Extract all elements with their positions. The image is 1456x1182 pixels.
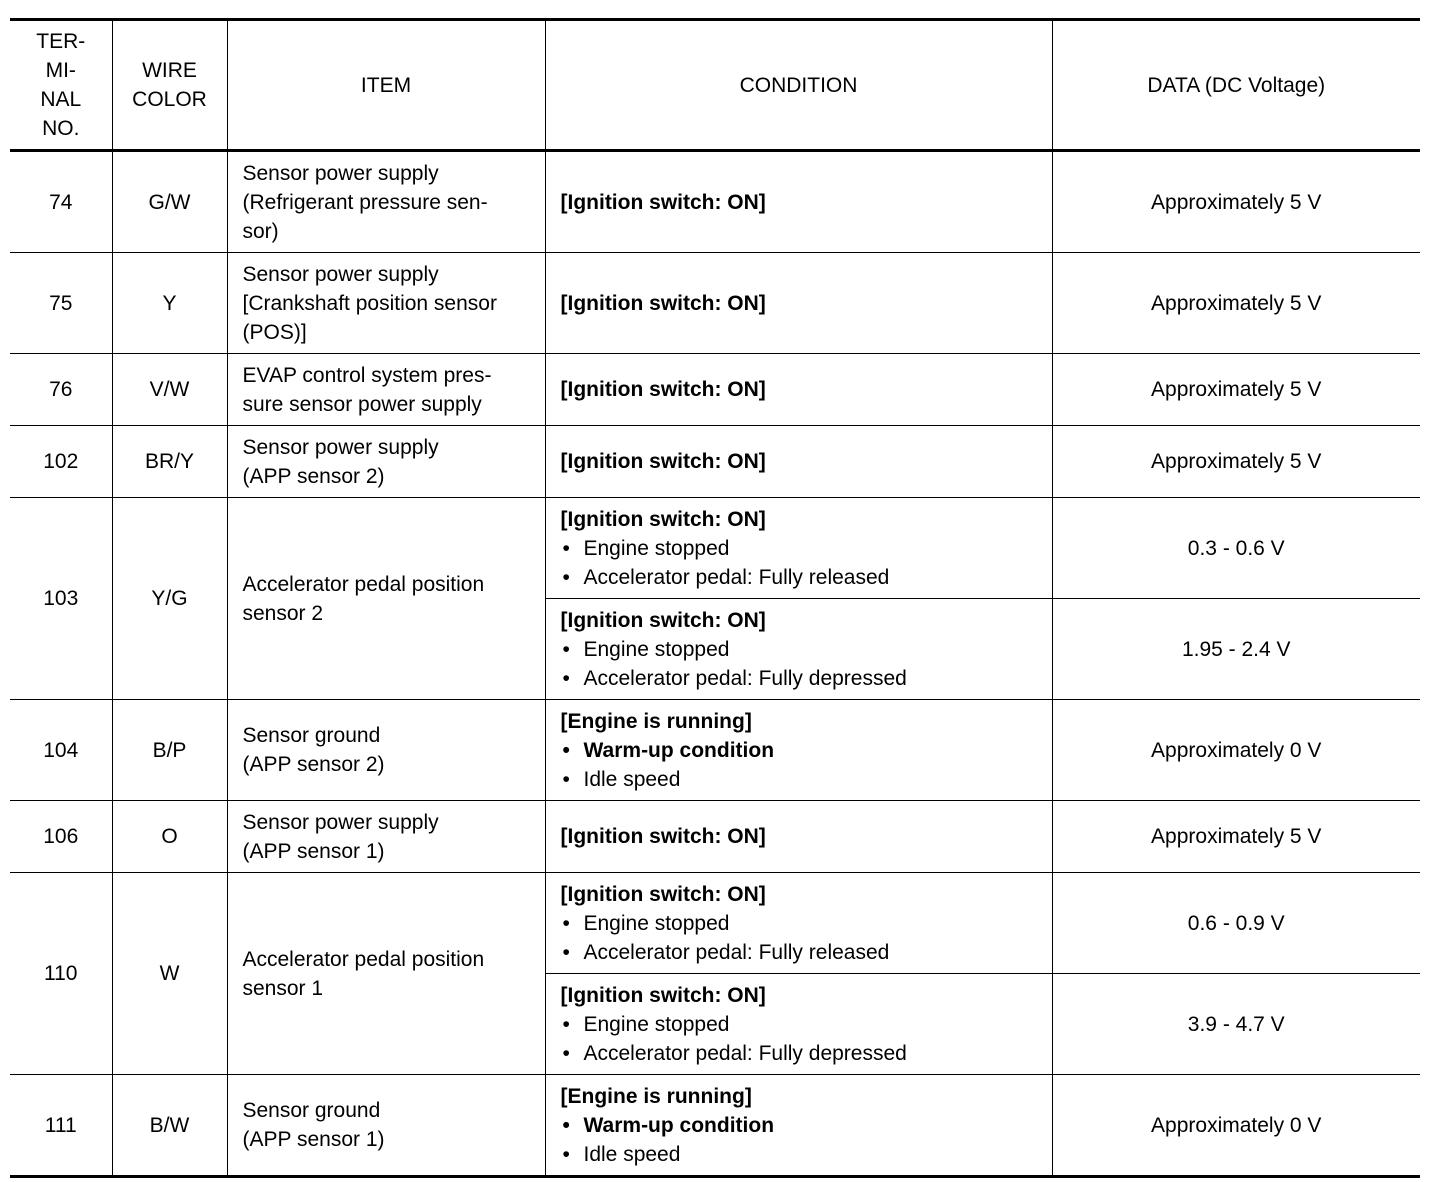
data-cell: 1.95 - 2.4 V — [1052, 599, 1420, 700]
wire-color-cell: Y — [112, 253, 227, 354]
condition-bullet-list — [561, 1111, 1042, 1169]
table-row — [10, 354, 1420, 426]
header-item: ITEM — [227, 20, 545, 151]
data-cell: 0.6 - 0.9 V — [1052, 873, 1420, 974]
condition-bullet: • Accelerator pedal: Fully released — [561, 938, 1042, 967]
table-row — [10, 426, 1420, 498]
item-cell: Sensor ground (APP sensor 1) — [227, 1075, 545, 1177]
condition-cell: [Ignition switch: ON] • Engine stopped • Accelerator pedal: Fully depressed — [545, 974, 1052, 1075]
wire-color-cell: W — [112, 873, 227, 1075]
terminal-cell: 111 — [10, 1075, 112, 1177]
header-wire-color: WIRE COLOR — [112, 20, 227, 151]
terminal-data-table — [10, 18, 1420, 1178]
condition-bullet: • Accelerator pedal: Fully depressed — [561, 664, 1042, 693]
condition-bullet-list — [561, 1010, 1042, 1068]
wire-color-cell: B/W — [112, 1075, 227, 1177]
condition-bullet: • Idle speed — [561, 765, 1042, 794]
item-cell: Sensor power supply [Crankshaft position sensor (POS)] — [227, 253, 545, 354]
condition-cell: [Ignition switch: ON] • Engine stopped • Accelerator pedal: Fully released — [545, 873, 1052, 974]
terminal-cell: 104 — [10, 700, 112, 801]
table-row — [10, 151, 1420, 253]
condition-bullet-list — [561, 534, 1042, 592]
header-data: DATA (DC Voltage) — [1052, 20, 1420, 151]
condition-bullet-list — [561, 635, 1042, 693]
header-condition: CONDITION — [545, 20, 1052, 151]
condition-cell: [Ignition switch: ON] — [545, 801, 1052, 873]
condition-cell: [Engine is running] • Warm-up condition • Idle speed — [545, 1075, 1052, 1177]
data-cell: Approximately 0 V — [1052, 1075, 1420, 1177]
condition-bullet: • Idle speed — [561, 1140, 1042, 1169]
wire-color-cell: B/P — [112, 700, 227, 801]
condition-cell: [Ignition switch: ON] — [545, 253, 1052, 354]
condition-bullet: • Engine stopped — [561, 1010, 1042, 1039]
condition-bullet-list — [561, 909, 1042, 967]
data-cell: Approximately 5 V — [1052, 253, 1420, 354]
table-row — [10, 873, 1420, 974]
wire-color-cell: V/W — [112, 354, 227, 426]
terminal-cell: 103 — [10, 498, 112, 700]
condition-cell: [Ignition switch: ON] • Engine stopped • Accelerator pedal: Fully depressed — [545, 599, 1052, 700]
data-cell: Approximately 5 V — [1052, 354, 1420, 426]
table-row — [10, 801, 1420, 873]
table-row — [10, 253, 1420, 354]
condition-bullet: • Warm-up condition — [561, 736, 1042, 765]
condition-bullet-list — [561, 736, 1042, 794]
condition-bullet: • Accelerator pedal: Fully released — [561, 563, 1042, 592]
terminal-cell: 76 — [10, 354, 112, 426]
table-row — [10, 700, 1420, 801]
wire-color-cell: Y/G — [112, 498, 227, 700]
item-cell: EVAP control system pres- sure sensor power supply — [227, 354, 545, 426]
condition-cell: [Ignition switch: ON] — [545, 426, 1052, 498]
terminal-cell: 75 — [10, 253, 112, 354]
terminal-cell: 110 — [10, 873, 112, 1075]
condition-cell: [Ignition switch: ON] — [545, 354, 1052, 426]
condition-bullet: • Warm-up condition — [561, 1111, 1042, 1140]
terminal-cell: 102 — [10, 426, 112, 498]
data-cell: 0.3 - 0.6 V — [1052, 498, 1420, 599]
data-cell: Approximately 5 V — [1052, 801, 1420, 873]
condition-cell: [Engine is running] • Warm-up condition • Idle speed — [545, 700, 1052, 801]
wire-color-cell: G/W — [112, 151, 227, 253]
wire-color-cell: O — [112, 801, 227, 873]
table-row — [10, 1075, 1420, 1177]
condition-cell: [Ignition switch: ON] • Engine stopped • Accelerator pedal: Fully released — [545, 498, 1052, 599]
terminal-cell: 106 — [10, 801, 112, 873]
condition-bullet: • Accelerator pedal: Fully depressed — [561, 1039, 1042, 1068]
item-cell: Accelerator pedal position sensor 2 — [227, 498, 545, 700]
condition-cell: [Ignition switch: ON] — [545, 151, 1052, 253]
data-cell: 3.9 - 4.7 V — [1052, 974, 1420, 1075]
item-cell: Sensor power supply (APP sensor 1) — [227, 801, 545, 873]
item-cell: Accelerator pedal position sensor 1 — [227, 873, 545, 1075]
condition-bullet: • Engine stopped — [561, 909, 1042, 938]
condition-bullet: • Engine stopped — [561, 534, 1042, 563]
item-cell: Sensor power supply (Refrigerant pressure sen- sor) — [227, 151, 545, 253]
condition-bullet: • Engine stopped — [561, 635, 1042, 664]
data-cell: Approximately 5 V — [1052, 151, 1420, 253]
header-terminal-no: TER- MI- NAL NO. — [10, 20, 112, 151]
wire-color-cell: BR/Y — [112, 426, 227, 498]
data-cell: Approximately 0 V — [1052, 700, 1420, 801]
terminal-cell: 74 — [10, 151, 112, 253]
item-cell: Sensor power supply (APP sensor 2) — [227, 426, 545, 498]
table-row — [10, 498, 1420, 599]
data-cell: Approximately 5 V — [1052, 426, 1420, 498]
item-cell: Sensor ground (APP sensor 2) — [227, 700, 545, 801]
header-row — [10, 20, 1420, 151]
